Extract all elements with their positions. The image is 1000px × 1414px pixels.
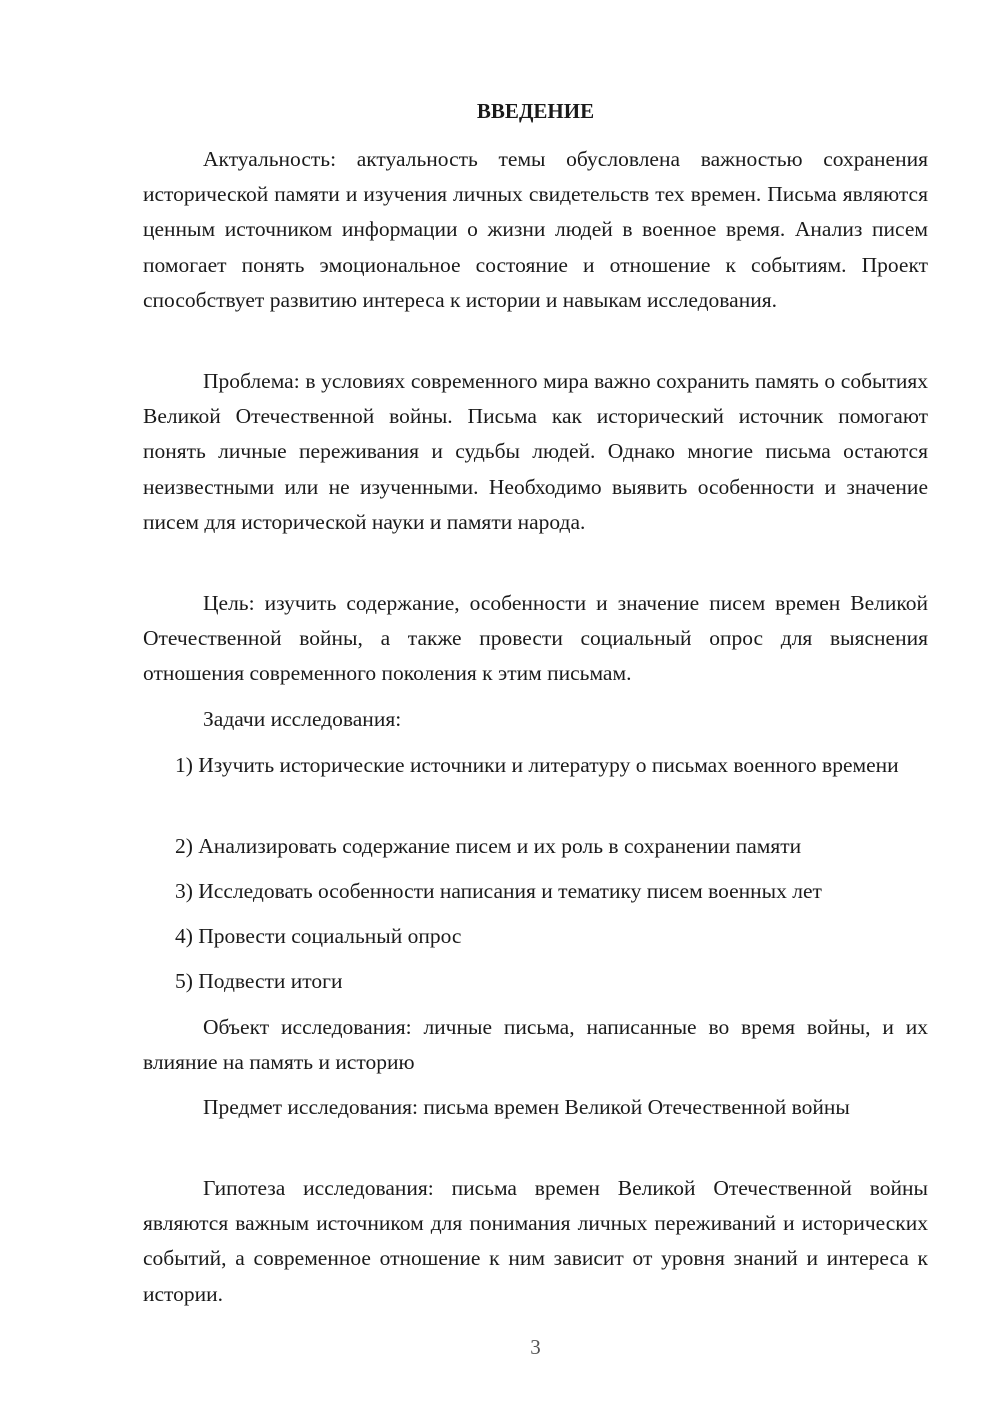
problem-paragraph: Проблема: в условиях современного мира важно сохранить память о событиях Великой Отечественной войны. Письма как исторический источник помогают понять личные переживания и судьбы людей. Однако многие письма остаются неизвестными или не изученными. Необходимо выявить особенности и значение писем для исторической науки и памяти народа. [143, 369, 928, 534]
task-item: 3) Исследовать особенности написания и тематику писем военных лет [175, 879, 822, 903]
task-item: 4) Провести социальный опрос [175, 924, 462, 948]
object-paragraph: Объект исследования: личные письма, написанные во время войны, и их влияние на память и историю [143, 1015, 928, 1075]
subject-paragraph: Предмет исследования: письма времен Великой Отечественной войны [203, 1095, 850, 1119]
task-item: 5) Подвести итоги [175, 969, 343, 993]
task-item: 2) Анализировать содержание писем и их роль в сохранении памяти [175, 834, 802, 858]
task-item: 1) Изучить исторические источники и литературу о письмах военного времени [175, 753, 899, 777]
tasks-heading: Задачи исследования: [203, 707, 402, 731]
hypothesis-paragraph: Гипотеза исследования: письма времен Великой Отечественной войны являются важным источником для понимания личных переживаний и исторических событий, а современное отношение к ним зависит от уровня знаний и интереса к истории. [143, 1176, 928, 1306]
goal-paragraph: Цель: изучить содержание, особенности и значение писем времен Великой Отечественной войны, а также провести социальный опрос для выяснения отношения современного поколения к этим письмам. [143, 591, 928, 686]
page-title: ВВЕДЕНИЕ [476, 99, 595, 123]
relevance-paragraph: Актуальность: актуальность темы обусловлена важностью сохранения исторической памяти и изучения личных свидетельств тех времен. Письма являются ценным источником информации о жизни людей в военное время. Анализ писем помогает понять эмоциональное состояние и отношение к событиям. Проект способствует развитию интереса к истории и навыкам исследования. [143, 147, 928, 312]
page-number: 3 [530, 1335, 541, 1359]
